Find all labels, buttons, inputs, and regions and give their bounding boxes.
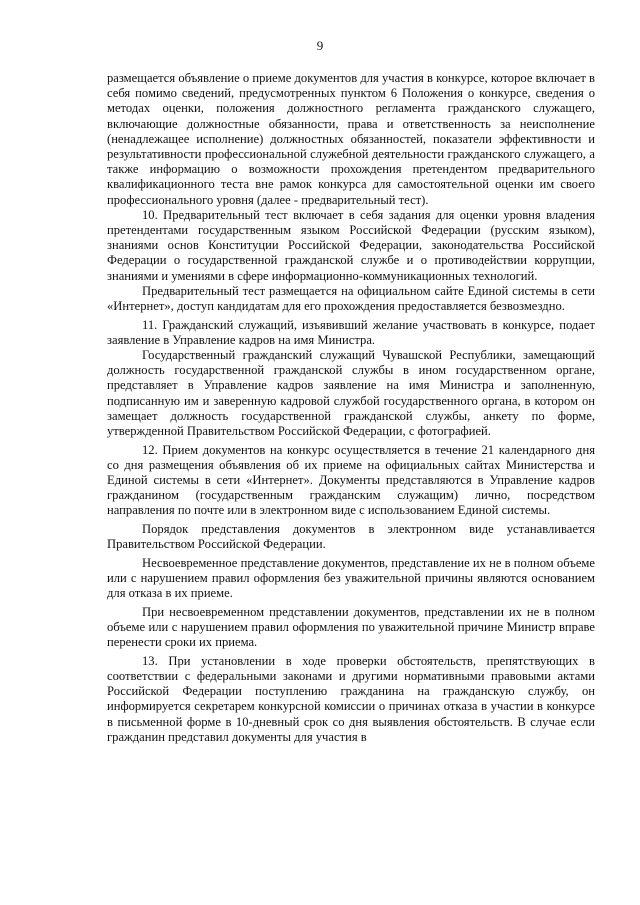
paragraph: Государственный гражданский служащий Чувашской Республики, замещающий должность государственной гражданской службы в ином государственном органе, представляет в Управление кадров заявление на имя Министра и заполненную, подписанную им и заверенную кадровой службой государственного органа, в котором он замещает должность государственной гражданской службы, анкету по форме, утвержденной Правительством Российской Федерации, с фотографией.: [107, 348, 595, 439]
paragraph: Предварительный тест размещается на официальном сайте Единой системы в сети «Интернет», доступ кандидатам для его прохождения предоставляется безвозмездно.: [107, 283, 595, 314]
paragraph: Несвоевременное представление документов, представление их не в полном объеме или с нарушением правил оформления без уважительной причины являются основанием для отказа в их приеме.: [107, 555, 595, 601]
paragraph: При несвоевременном представлении документов, представлении их не в полном объеме или с нарушением правил оформления по уважительной причине Министр вправе перенести сроки их приема.: [107, 604, 595, 650]
paragraph: 10. Предварительный тест включает в себя задания для оценки уровня владения претендентами государственным языком Российской Федерации (русским языком), знаниями основ Конституции Российской Федерации, законодательства Российской Федерации о государственной гражданской службе и о противодействии коррупции, знаниями и умениями в сфере информационно-коммуникационных технологий.: [107, 207, 595, 283]
paragraph: 12. Прием документов на конкурс осуществляется в течение 21 календарного дня со дня размещения объявления об их приеме на официальных сайтах Министерства и Единой системы в сети «Интернет». Документы представляются в Управление кадров гражданином (государственным гражданским служащим) лично, посредством направления по почте или в электронном виде с использованием Единой системы.: [107, 442, 595, 518]
document-body: [107, 71, 595, 748]
paragraph: размещается объявление о приеме документов для участия в конкурсе, которое включает в себя помимо сведений, предусмотренных пунктом 6 Положения о конкурсе, сведения о методах оценки, положения должностного регламента гражданского служащего, включающие должностные обязанности, права и ответственность за неисполнение (ненадлежащее исполнение) должностных обязанностей, показатели эффективности и результативности профессиональной служебной деятельности гражданского служащего, а также информацию о возможности прохождения претендентом предварительного квалификационного теста вне рамок конкурса для самостоятельной оценки им своего профессионального уровня (далее - предварительный тест).: [107, 71, 595, 207]
paragraph: 13. При установлении в ходе проверки обстоятельств, препятствующих в соответствии с федеральными законами и другими нормативными правовыми актами Российской Федерации поступлению гражданина на гражданскую службу, он информируется секретарем конкурсной комиссии о причинах отказа в участии в конкурсе в письменной форме в 10-дневный срок со дня выявления обстоятельств. В случае если гражданин представил документы для участия в: [107, 653, 595, 744]
paragraph: Порядок представления документов в электронном виде устанавливается Правительством Российской Федерации.: [107, 522, 595, 552]
page-number: 9: [316, 38, 324, 53]
paragraph: 11. Гражданский служащий, изъявивший желание участвовать в конкурсе, подает заявление в Управление кадров на имя Министра.: [107, 317, 595, 347]
